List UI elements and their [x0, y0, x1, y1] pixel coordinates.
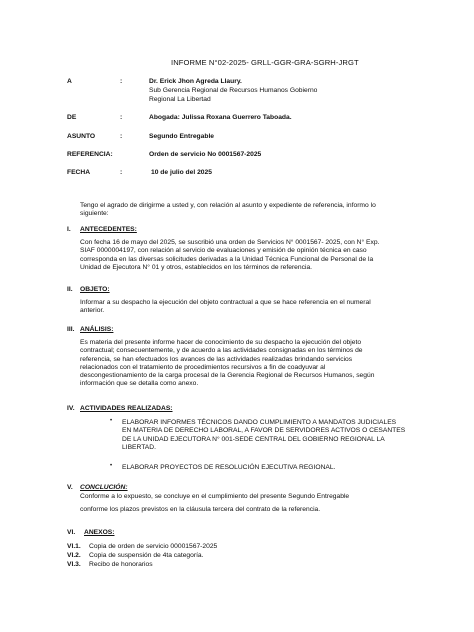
paragraph-line: Es materia del presente informe hacer de conocimiento de su despacho la ejecución del objeto [80, 339, 362, 346]
section-number: VI. [67, 529, 76, 536]
reference-label: REFERENCIA: [67, 151, 113, 158]
section-number: III. [67, 326, 75, 333]
paragraph-line: información que se detalla como anexo. [80, 380, 199, 388]
to-label: A [67, 78, 72, 85]
annex-item: Copia de suspensión de 4ta categoría. [89, 552, 204, 559]
paragraph-line: referencia, se han efectuados los avances de las actividades realizadas brindando servicios [80, 355, 353, 363]
to-office-line2: Regional La Libertad [149, 96, 211, 103]
paragraph-line: descongestionamiento de la carga procesal de la Gerencia Regional de Recursos Humanos, según [80, 372, 375, 380]
section-heading-objeto: OBJETO: [80, 286, 110, 293]
activity-line: EN MATERIA DE DERECHO LABORAL, A FAVOR DE SERVIDORES ACTIVOS O CESANTES [122, 427, 406, 435]
to-name: Dr. Erick Jhon Agreda Llaury. [149, 78, 242, 85]
antecedentes-paragraph [80, 239, 407, 272]
section-number: V. [67, 484, 73, 491]
annex-item: Recibo de honorarios [89, 561, 153, 568]
from-value: Abogada: Julissa Roxana Guerrero Taboada. [149, 114, 292, 121]
to-colon: : [120, 78, 123, 85]
document-title: INFORME N°02-2025- GRLL-GGR-GRA-SGRH-JRGT [171, 58, 359, 67]
to-office-line1: Sub Gerencia Regional de Recursos Humanos Gobierno [149, 87, 318, 94]
section-number: IV. [67, 405, 75, 412]
section-heading-antecedentes: ANTECEDENTES: [80, 226, 137, 233]
subject-label: ASUNTO [67, 133, 96, 140]
bullet-icon: • [110, 418, 113, 424]
reference-value: Orden de servicio No 0001567-2025 [149, 151, 262, 158]
paragraph-line: anterior. [80, 307, 105, 315]
section-heading-analisis: ANÁLISIS: [80, 326, 114, 333]
section-heading-conclusion: CONCLUCIÓN: [80, 484, 128, 491]
paragraph-line: relacionados con el tratamiento de procedimientos recursivos a fin de coadyuvar al [80, 363, 326, 371]
intro-line: Tengo el agrado de dirigirme a usted y, con relación al asunto y expediente de referencia, informo lo [80, 202, 376, 209]
paragraph-line: corresponda en las diversas solicitudes derivadas a la Unidad Técnica Funcional de Personal de la [80, 255, 374, 263]
conclusion-line1: Conforme a lo expuesto, se concluye en el cumplimiento del presente Segundo Entregable [80, 493, 350, 500]
annex-number: VI.2. [67, 552, 81, 559]
paragraph-line: Con fecha 16 de mayo del 2025, se suscribió una orden de Servicios N° 0001567- 2025, con N° Exp. [80, 239, 380, 246]
date-colon: : [120, 169, 123, 176]
annex-number: VI.1. [67, 543, 81, 550]
activity-line: ELABORAR INFORMES TÉCNICOS DANDO CUMPLIMIENTO A MANDATOS JUDICIALES [122, 419, 397, 426]
subject-value: Segundo Entregable [149, 133, 215, 140]
intro-paragraph [80, 202, 410, 219]
activity-line: DE LA UNIDAD EJECUTORA N° 001-SEDE CENTRAL DEL GOBIERNO REGIONAL LA [122, 435, 385, 443]
section-heading-anexos: ANEXOS: [84, 529, 115, 536]
paragraph-line: Unidad de Ejecutora N° 01 y otros, establecidos en los términos de referencia. [80, 263, 313, 271]
date-label: FECHA [67, 169, 91, 176]
section-number: II. [67, 286, 73, 293]
section-heading-actividades: ACTIVIDADES REALIZADAS: [80, 405, 173, 412]
conclusion-line2: conforme los plazos previstos en la cláusula tercera del contrato de la referencia. [80, 506, 321, 513]
activity-line: LIBERTAD. [122, 443, 156, 451]
annex-number: VI.3. [67, 561, 81, 568]
paragraph-line: contractual; consecuentemente, y de acuerdo a las actividades consignadas en los términos de [80, 347, 363, 355]
analisis-paragraph [80, 339, 407, 389]
activity-item [122, 419, 412, 452]
date-value: 10 de julio del 2025 [151, 169, 212, 176]
section-number: I. [67, 226, 71, 233]
intro-line: siguiente: [80, 210, 109, 218]
subject-colon: : [120, 133, 123, 140]
activity-item: ELABORAR PROYECTOS DE RESOLUCIÓN EJECUTIVA REGIONAL. [122, 464, 336, 471]
objeto-paragraph [80, 299, 407, 316]
from-label: DE [67, 114, 77, 121]
bullet-icon: • [110, 463, 113, 469]
paragraph-line: SIAF 0000004197, con relación al servicio de evaluaciones y emisión de opinión técnica en caso [80, 247, 367, 255]
from-colon: : [120, 114, 123, 121]
paragraph-line: Informar a su despacho la ejecución del objeto contractual a que se hace referencia en el numeral [80, 299, 371, 306]
annex-item: Copia de orden de servicio 00001567-2025 [89, 543, 218, 550]
